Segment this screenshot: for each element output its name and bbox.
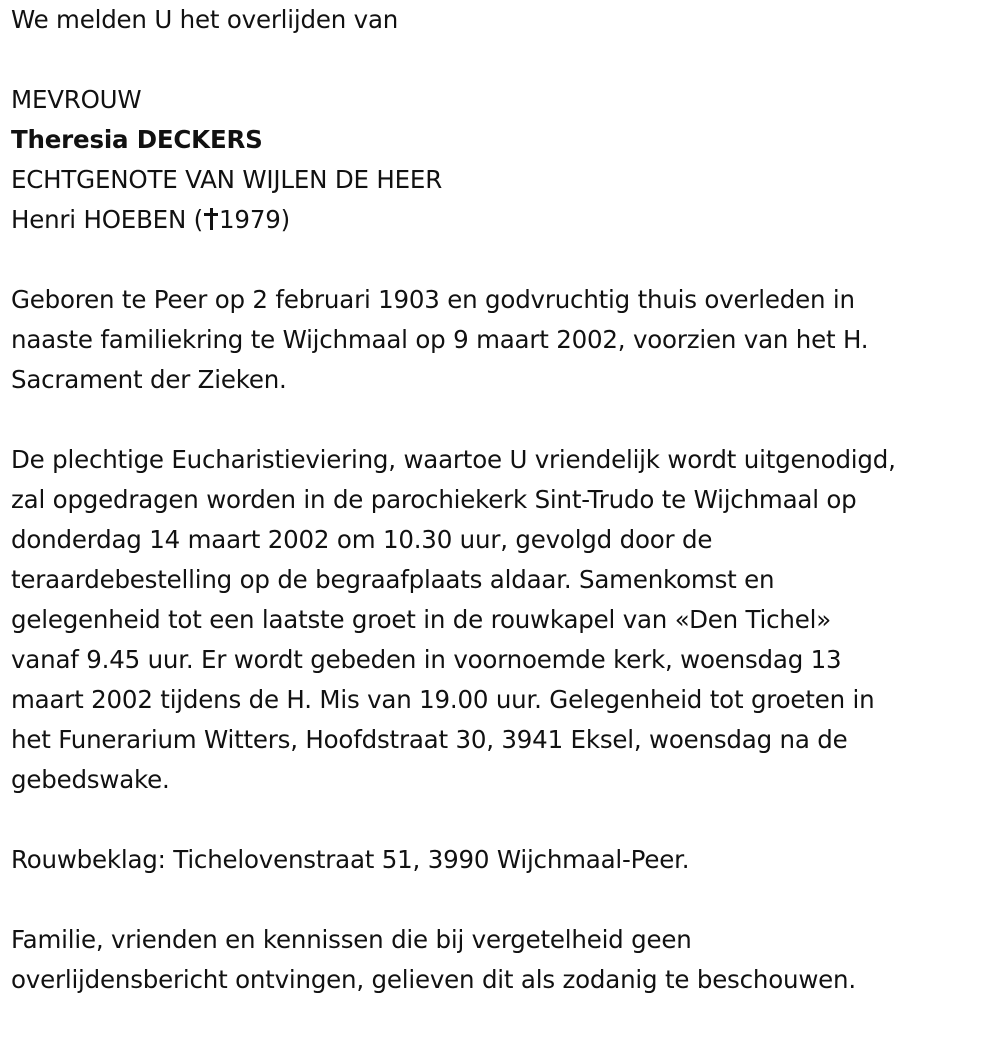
paragraph-line: teraardebestelling op de begraafplaats aldaar. Samenkomst en xyxy=(11,565,775,594)
spacer xyxy=(11,240,996,280)
paragraph-line: zal opgedragen worden in de parochiekerk Sint-Trudo te Wijchmaal op xyxy=(11,485,857,514)
paragraph-line: gelegenheid tot een laatste groet in de rouwkapel van «Den Tichel» xyxy=(11,605,832,634)
paragraph-line: Familie, vrienden en kennissen die bij vergetelheid geen xyxy=(11,925,692,954)
spouse-death-year: 1979) xyxy=(219,205,290,234)
paragraph-line: naaste familiekring te Wijchmaal op 9 maart 2002, voorzien van het H. xyxy=(11,325,869,354)
paragraph-line: Geboren te Peer op 2 februari 1903 en godvruchtig thuis overleden in xyxy=(11,285,855,314)
deceased-name: Theresia DECKERS xyxy=(11,125,263,154)
service-paragraph xyxy=(11,440,996,800)
paragraph-line: donderdag 14 maart 2002 om 10.30 uur, gevolgd door de xyxy=(11,525,713,554)
paragraph-line: De plechtige Eucharistieviering, waartoe U vriendelijk wordt uitgenodigd, xyxy=(11,445,896,474)
paragraph-line: gebedswake. xyxy=(11,765,170,794)
spacer xyxy=(11,400,996,440)
spouse-line xyxy=(11,200,996,240)
cross-icon xyxy=(203,208,219,230)
spacer xyxy=(11,880,996,920)
relation-line: ECHTGENOTE VAN WIJLEN DE HEER xyxy=(11,165,443,194)
paragraph-line: overlijdensbericht ontvingen, gelieven dit als zodanig te beschouwen. xyxy=(11,965,856,994)
intro-line: We melden U het overlijden van xyxy=(11,5,399,34)
condolence-address: Rouwbeklag: Tichelovenstraat 51, 3990 Wijchmaal-Peer. xyxy=(11,845,690,874)
birth-paragraph xyxy=(11,280,996,400)
spacer xyxy=(11,800,996,840)
paragraph-line: Sacrament der Zieken. xyxy=(11,365,287,394)
honorific-title: MEVROUW xyxy=(11,85,142,114)
spacer xyxy=(11,40,996,80)
spouse-name: Henri HOEBEN ( xyxy=(11,205,204,234)
paragraph-line: vanaf 9.45 uur. Er wordt gebeden in voornoemde kerk, woensdag 13 xyxy=(11,645,842,674)
paragraph-line: het Funerarium Witters, Hoofdstraat 30, 3941 Eksel, woensdag na de xyxy=(11,725,848,754)
paragraph-line: maart 2002 tijdens de H. Mis van 19.00 uur. Gelegenheid tot groeten in xyxy=(11,685,875,714)
death-notice xyxy=(11,0,996,1000)
closing-paragraph xyxy=(11,920,996,1000)
